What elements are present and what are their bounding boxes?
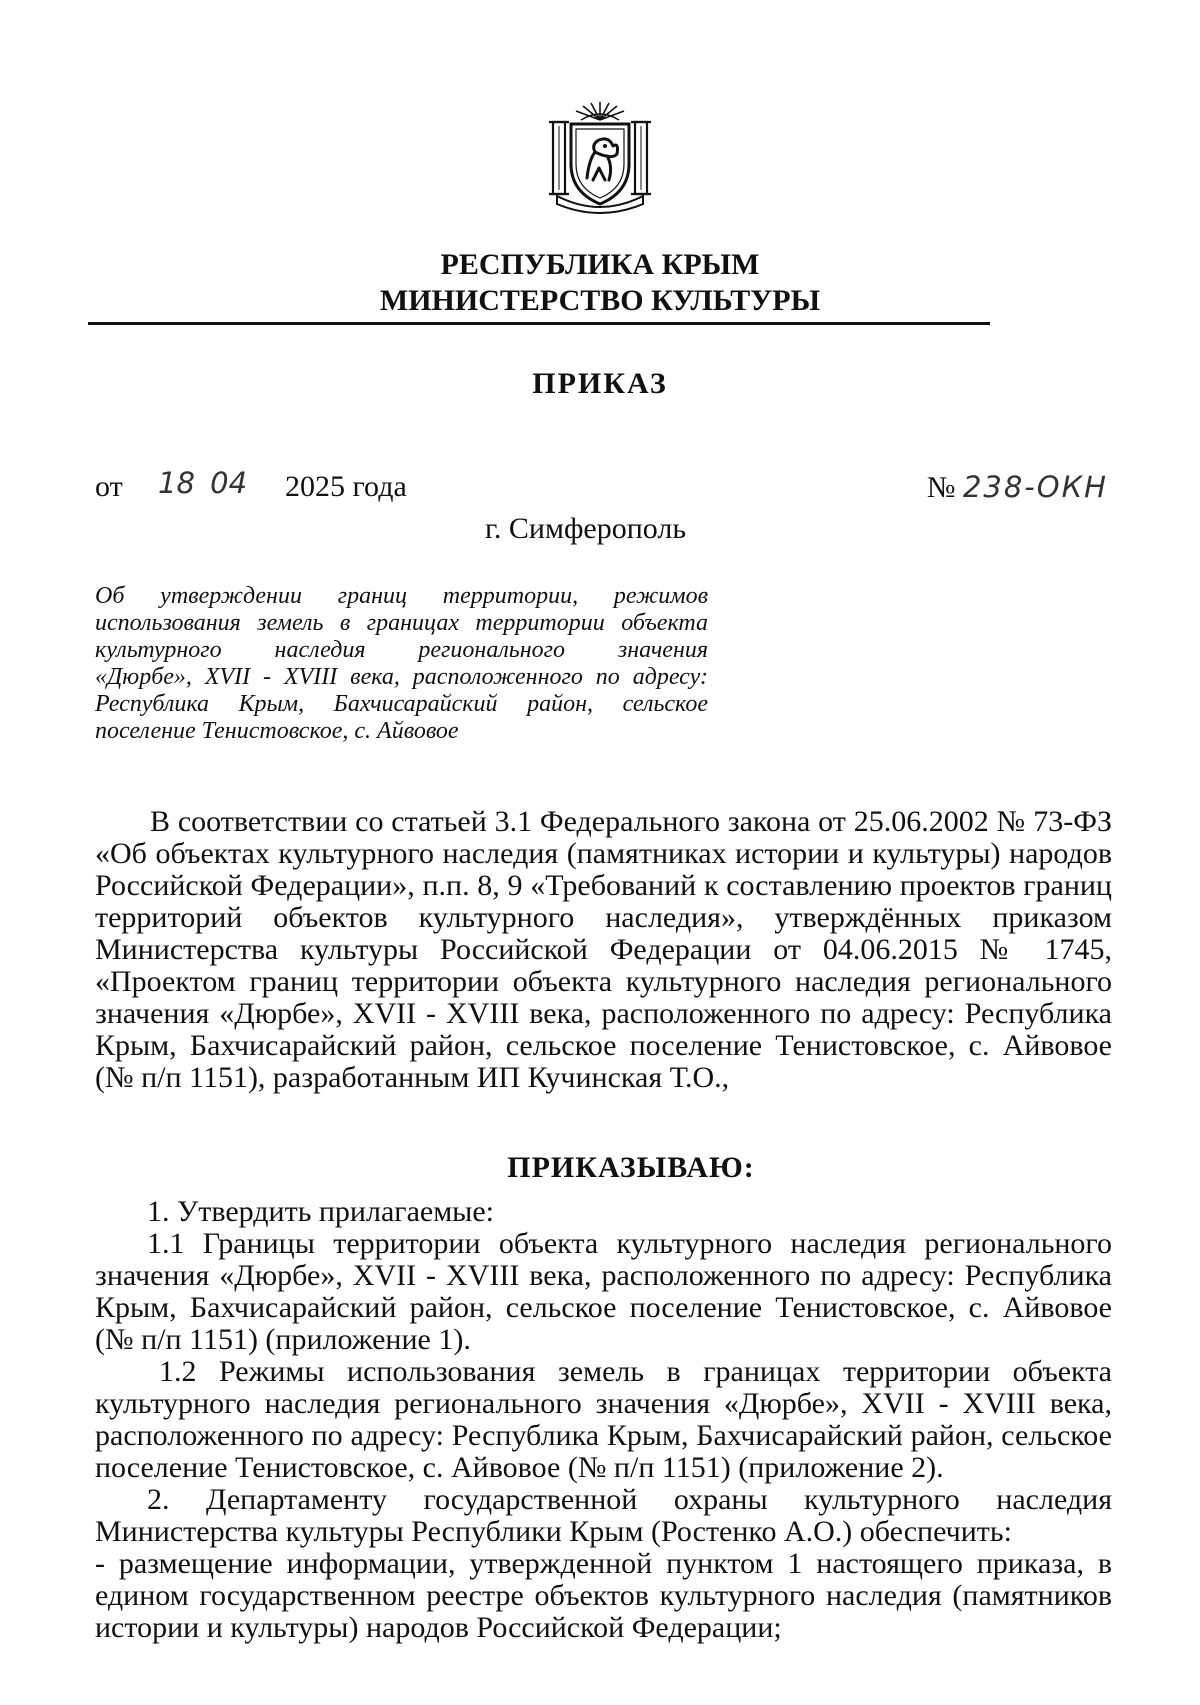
org-name-republic: РЕСПУБЛИКА КРЫМ bbox=[440, 248, 760, 281]
item-2: 2. Департаменту государственной охраны культурного наследия Министерства культуры Республики Крым (Ростенко А.О.) обеспечить: bbox=[95, 1483, 1112, 1548]
header-divider bbox=[88, 322, 990, 325]
crimea-coat-of-arms-icon bbox=[543, 100, 657, 214]
subject-line: «Дюрбе», XVII - XVIII века, расположенного по адресу: bbox=[95, 664, 708, 690]
item-1: 1. Утвердить прилагаемые: bbox=[147, 1195, 494, 1228]
date-prefix: от bbox=[95, 470, 123, 503]
number-prefix: № bbox=[926, 471, 956, 504]
item-1-2: 1.2 Режимы использования земель в границах территории объекта культурного наследия регионального значения «Дюрбе», XVII - XVIII века, расположенного по адресу: Республика Крым, Бахчисарайский район, сельское поселение Тенистовское, с. Айвовое (№ п/п 1151) (приложение 2). bbox=[95, 1355, 1112, 1484]
order-number bbox=[927, 470, 1108, 505]
number-handwritten: 238-ОКН bbox=[962, 470, 1108, 504]
subject-line: Республика Крым, Бахчисарайский район, сельское bbox=[95, 691, 708, 717]
date-handwritten: 18 04 bbox=[158, 466, 248, 500]
preamble-paragraph: В соответствии со статьей 3.1 Федерального закона от 25.06.2002 № 73-ФЗ «Об объектах культурного наследия (памятниках истории и культуры) народов Российской Федерации», п.п. 8, 9 «Требований к составлению проектов границ территорий объектов культурного наследия», утверждённых приказом Министерства культуры Российской Федерации от 04.06.2015 № 1745, «Проектом границ территории объекта культурного наследия регионального значения «Дюрбе», XVII - XVIII века, расположенного по адресу: Республика Крым, Бахчисарайский район, сельское поселение Тенистовское, с. Айвовое (№ п/п 1151), разработанным ИП Кучинская Т.О., bbox=[95, 805, 1112, 1094]
item-2-bullet: - размещение информации, утвержденной пунктом 1 настоящего приказа, в едином государственном реестре объектов культурного наследия (памятников истории и культуры) народов Российской Федерации; bbox=[95, 1547, 1112, 1644]
date-year: 2025 года bbox=[285, 470, 407, 503]
order-subject bbox=[95, 583, 708, 745]
item-1-1: 1.1 Границы территории объекта культурного наследия регионального значения «Дюрбе», XVII - XVIII века, расположенного по адресу: Республика Крым, Бахчисарайский район, сельское поселение Тенистовское, с. Айвовое (№ п/п 1151) (приложение 1). bbox=[95, 1227, 1112, 1356]
subject-line: культурного наследия регионального значения bbox=[95, 637, 708, 663]
org-name-ministry: МИНИСТЕРСТВО КУЛЬТУРЫ bbox=[379, 284, 821, 317]
document-type-title: ПРИКАЗ bbox=[532, 367, 668, 400]
subject-line: Об утверждении границ территории, режимов bbox=[95, 583, 708, 609]
city: г. Симферополь bbox=[485, 512, 687, 545]
decree-heading: ПРИКАЗЫВАЮ: bbox=[507, 1151, 755, 1184]
subject-line: использования земель в границах территории объекта bbox=[95, 610, 708, 636]
subject-line: поселение Тенистовское, с. Айвовое bbox=[95, 718, 459, 744]
